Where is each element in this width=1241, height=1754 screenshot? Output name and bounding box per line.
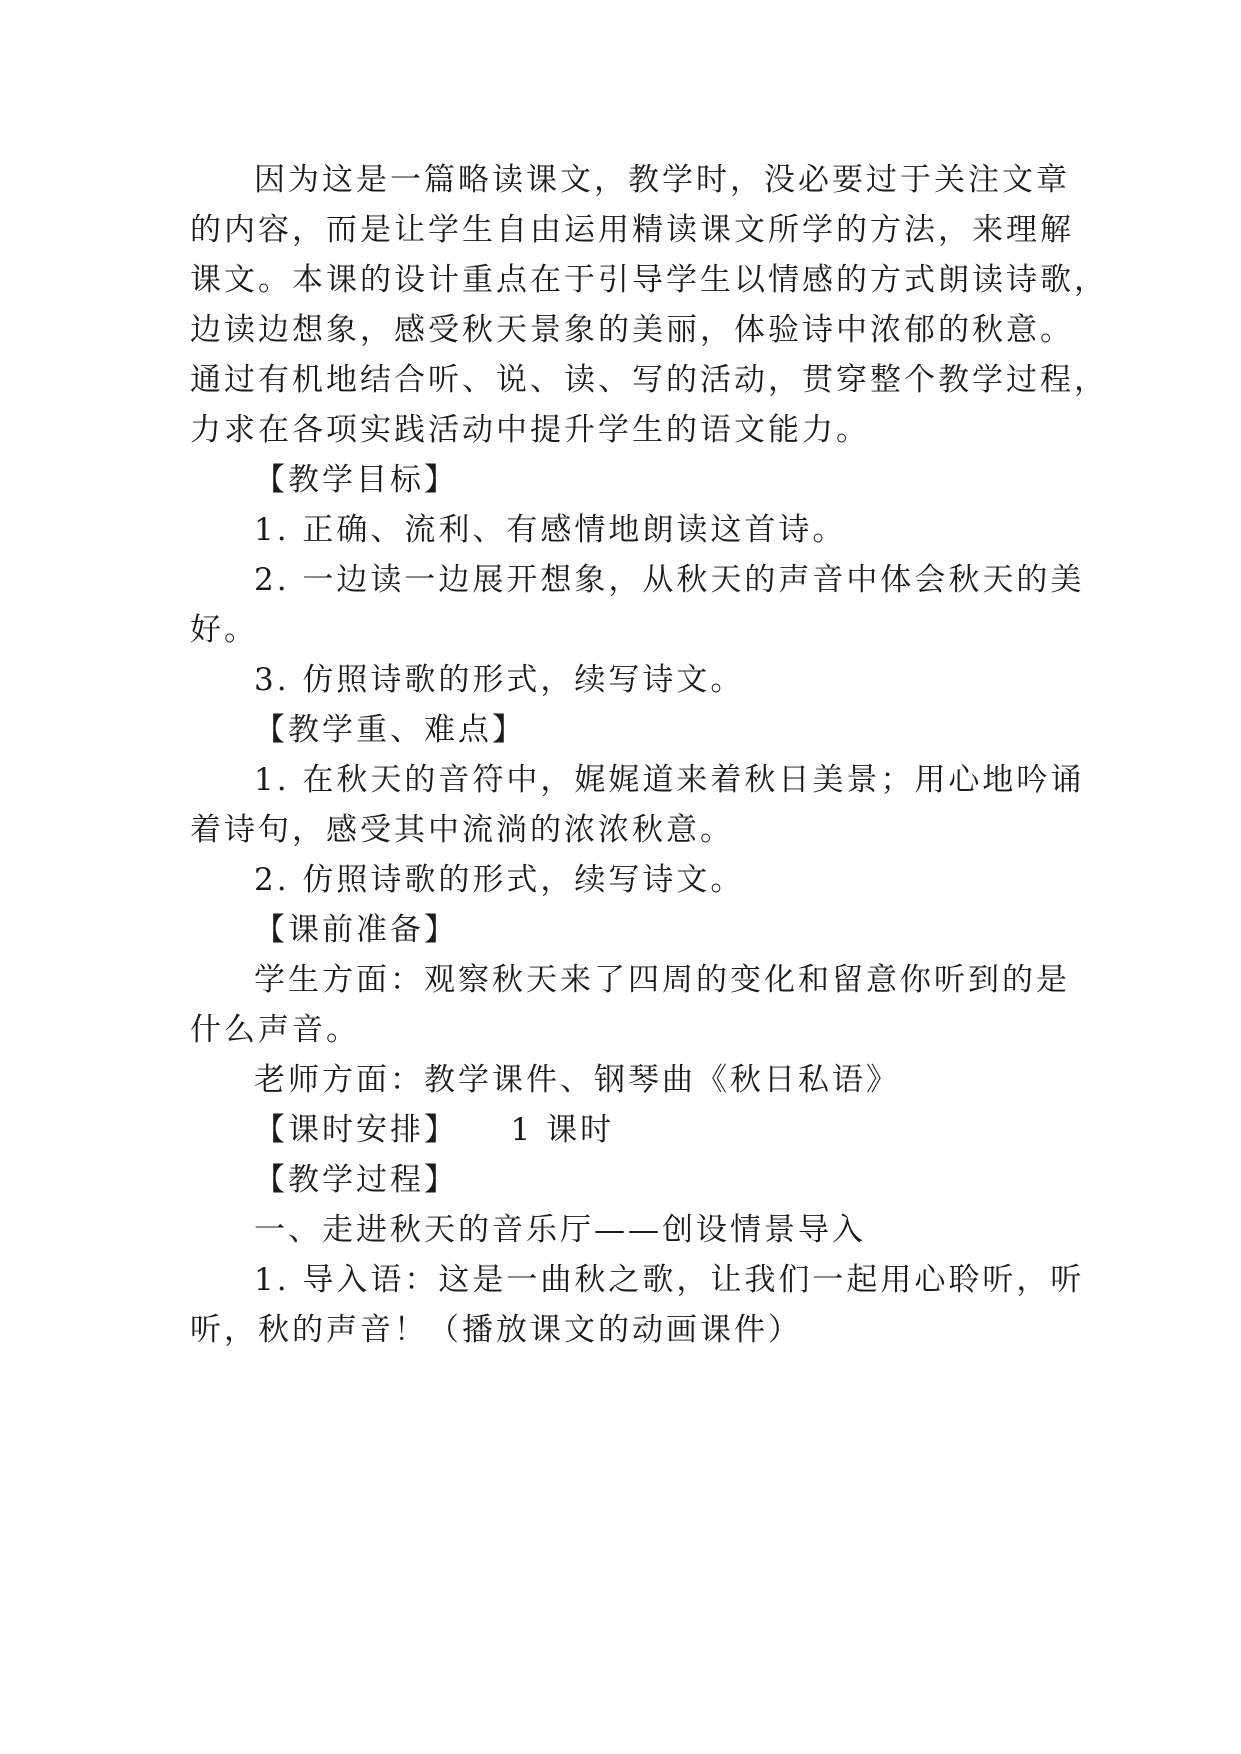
paragraph-intro-line-4: 边读边想象，感受秋天景象的美丽，体验诗中浓郁的秋意。: [190, 312, 1074, 348]
objective-item-2-line-2: 好。: [190, 612, 258, 648]
paragraph-intro-line-6: 力求在各项实践活动中提升学生的语文能力。: [190, 412, 870, 448]
key-point-item-1-line-1: 1. 在秋天的音符中，娓娓道来着秋日美景；用心地吟诵: [254, 762, 1085, 798]
key-point-item-1-line-2: 着诗句，感受其中流淌的浓浓秋意。: [190, 812, 734, 848]
objective-item-1: 1. 正确、流利、有感情地朗读这首诗。: [254, 512, 847, 548]
section-heading-schedule: 【课时安排】 1 课时: [254, 1112, 615, 1148]
preparation-teacher: 老师方面：教学课件、钢琴曲《秋日私语》: [254, 1062, 900, 1098]
key-point-item-2: 2. 仿照诗歌的形式，续写诗文。: [254, 862, 745, 898]
paragraph-intro-line-1: 因为这是一篇略读课文，教学时，没必要过于关注文章: [254, 162, 1070, 198]
objective-item-2-line-1: 2. 一边读一边展开想象，从秋天的声音中体会秋天的美: [254, 562, 1085, 598]
process-step-1-item-1-line-2: 听，秋的声音！（播放课文的动画课件）: [190, 1312, 802, 1348]
process-step-1-item-1-line-1: 1. 导入语：这是一曲秋之歌，让我们一起用心聆听，听: [254, 1262, 1085, 1298]
process-step-1-title: 一、走进秋天的音乐厅——创设情景导入: [254, 1212, 866, 1248]
section-heading-preparation: 【课前准备】: [254, 912, 458, 948]
section-heading-process: 【教学过程】: [254, 1162, 458, 1198]
preparation-students-line-2: 什么声音。: [190, 1012, 360, 1048]
objective-item-3: 3. 仿照诗歌的形式，续写诗文。: [254, 662, 745, 698]
paragraph-intro-line-3: 课文。本课的设计重点在于引导学生以情感的方式朗读诗歌，: [190, 262, 1108, 298]
preparation-students-line-1: 学生方面：观察秋天来了四周的变化和留意你听到的是: [254, 962, 1070, 998]
paragraph-intro-line-2: 的内容，而是让学生自由运用精读课文所学的方法，来理解: [190, 212, 1074, 248]
section-heading-key-points: 【教学重、难点】: [254, 712, 526, 748]
paragraph-intro-line-5: 通过有机地结合听、说、读、写的活动，贯穿整个教学过程，: [190, 362, 1108, 398]
section-heading-objectives: 【教学目标】: [254, 462, 458, 498]
